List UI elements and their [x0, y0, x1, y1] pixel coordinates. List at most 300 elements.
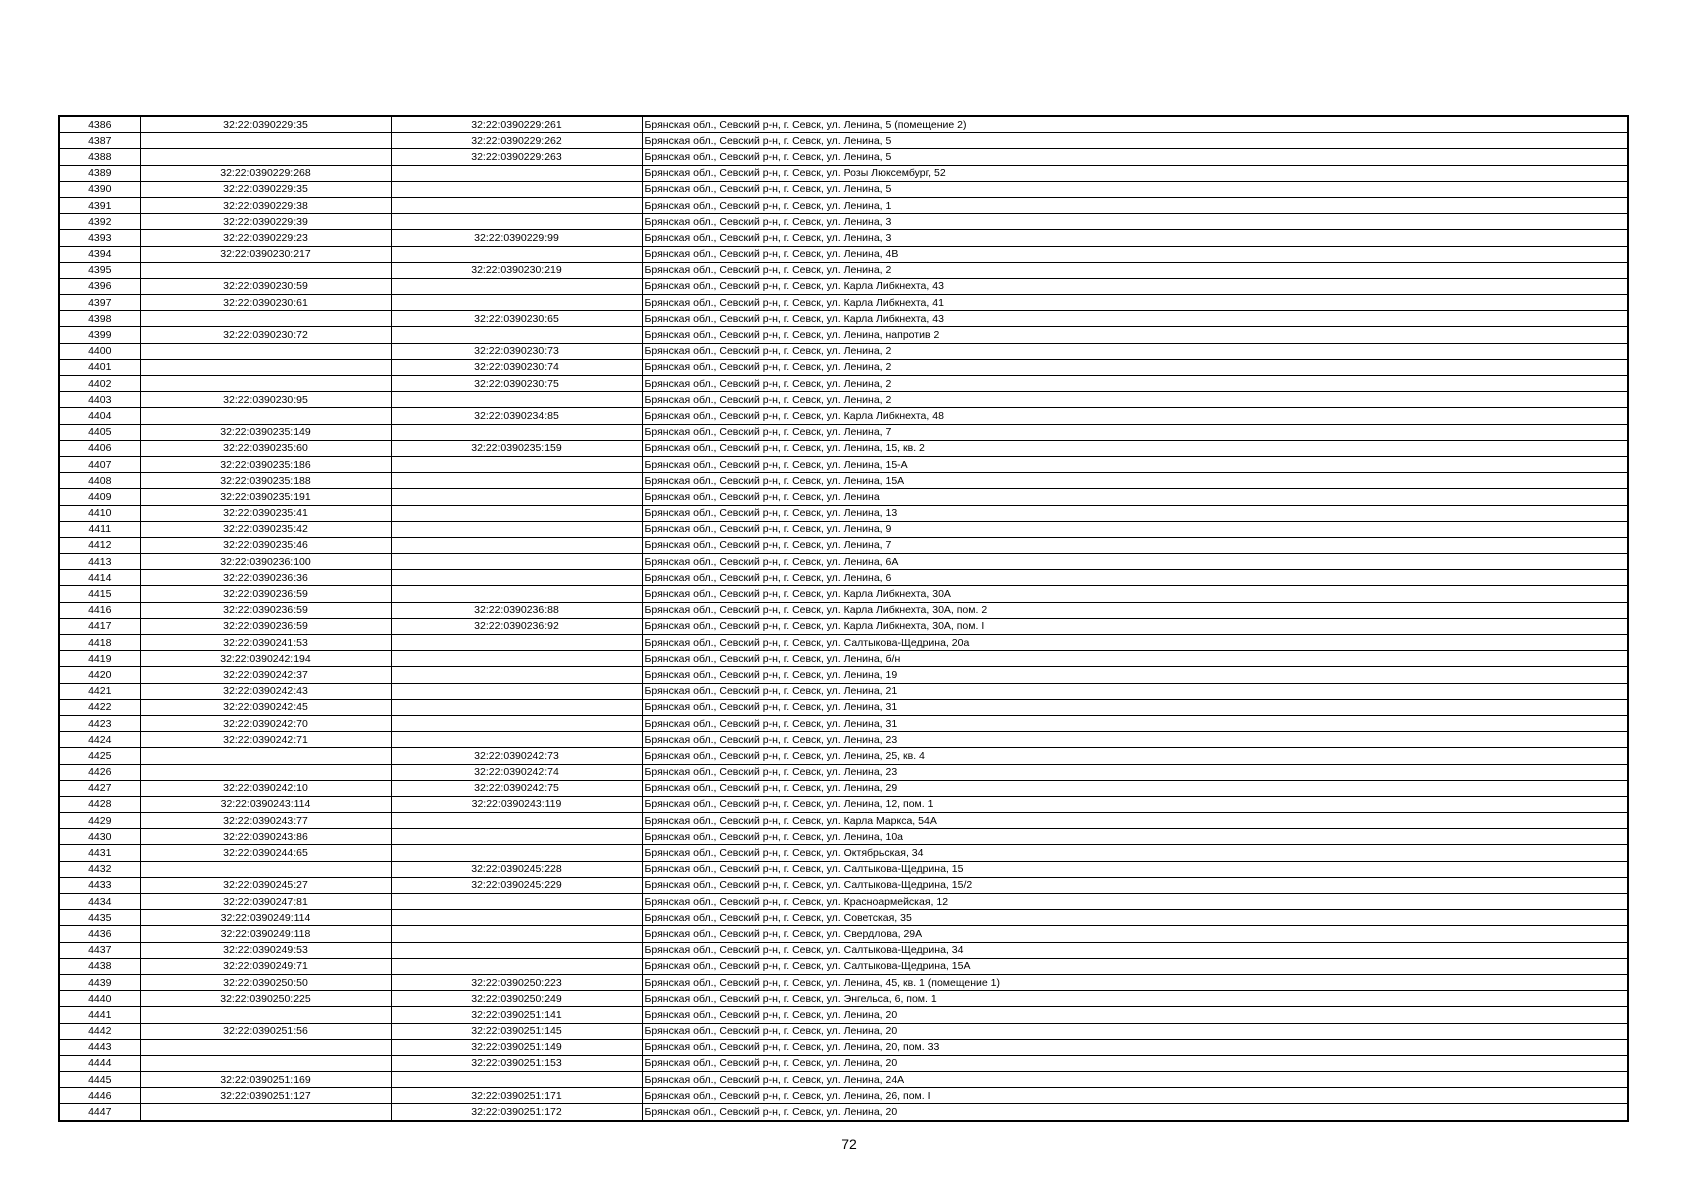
table-row	[59, 845, 1628, 861]
address-cell: Брянская обл., Севский р-н, г. Севск, ул. Ленина, 5 (помещение 2)	[642, 116, 1628, 133]
object-cadastral-number-cell	[391, 392, 642, 408]
row-number-cell: 4395	[59, 262, 140, 278]
row-number-cell: 4387	[59, 133, 140, 149]
object-cadastral-number-cell	[391, 894, 642, 910]
address-cell: Брянская обл., Севский р-н, г. Севск, ул. Свердлова, 29А	[642, 926, 1628, 942]
row-number-cell: 4386	[59, 116, 140, 133]
cadastral-number-cell: 32:22:0390229:23	[140, 230, 391, 246]
row-number-cell: 4428	[59, 796, 140, 812]
row-number-cell: 4423	[59, 715, 140, 731]
address-cell: Брянская обл., Севский р-н, г. Севск, ул. Ленина, 2	[642, 262, 1628, 278]
page-number: 72	[841, 1136, 857, 1152]
object-cadastral-number-cell: 32:22:0390230:65	[391, 311, 642, 327]
row-number-cell: 4388	[59, 149, 140, 165]
cadastral-number-cell: 32:22:0390242:70	[140, 715, 391, 731]
table-row	[59, 715, 1628, 731]
table-row	[59, 440, 1628, 456]
cadastral-number-cell: 32:22:0390235:42	[140, 521, 391, 537]
cadastral-number-cell: 32:22:0390235:46	[140, 537, 391, 553]
cadastral-number-cell: 32:22:0390249:53	[140, 942, 391, 958]
address-cell: Брянская обл., Севский р-н, г. Севск, ул. Карла Либкнехта, 30А, пом. 2	[642, 602, 1628, 618]
table-row	[59, 1072, 1628, 1088]
address-cell: Брянская обл., Севский р-н, г. Севск, ул. Ленина, 24А	[642, 1072, 1628, 1088]
table-row	[59, 278, 1628, 294]
address-cell: Брянская обл., Севский р-н, г. Севск, ул. Ленина, 3	[642, 214, 1628, 230]
cadastral-number-cell	[140, 764, 391, 780]
object-cadastral-number-cell: 32:22:0390230:74	[391, 359, 642, 375]
table-row	[59, 780, 1628, 796]
row-number-cell: 4419	[59, 651, 140, 667]
row-number-cell: 4443	[59, 1039, 140, 1055]
row-number-cell: 4444	[59, 1055, 140, 1071]
table-row	[59, 699, 1628, 715]
table-row	[59, 764, 1628, 780]
address-cell: Брянская обл., Севский р-н, г. Севск, ул. Ленина, 9	[642, 521, 1628, 537]
cadastral-number-cell: 32:22:0390229:35	[140, 116, 391, 133]
cadastral-number-cell: 32:22:0390236:59	[140, 586, 391, 602]
table-row	[59, 861, 1628, 877]
object-cadastral-number-cell	[391, 699, 642, 715]
address-cell: Брянская обл., Севский р-н, г. Севск, ул. Советская, 35	[642, 910, 1628, 926]
row-number-cell: 4389	[59, 165, 140, 181]
object-cadastral-number-cell	[391, 683, 642, 699]
address-cell: Брянская обл., Севский р-н, г. Севск, ул. Карла Либкнехта, 48	[642, 408, 1628, 424]
cadastral-number-cell	[140, 1007, 391, 1023]
cadastral-number-cell	[140, 376, 391, 392]
table-row	[59, 311, 1628, 327]
object-cadastral-number-cell: 32:22:0390245:229	[391, 877, 642, 893]
table-row	[59, 246, 1628, 262]
address-cell: Брянская обл., Севский р-н, г. Севск, ул. Ленина, 29	[642, 780, 1628, 796]
address-cell: Брянская обл., Севский р-н, г. Севск, ул. Салтыкова-Щедрина, 34	[642, 942, 1628, 958]
cadastral-number-cell: 32:22:0390249:71	[140, 958, 391, 974]
row-number-cell: 4433	[59, 877, 140, 893]
row-number-cell: 4445	[59, 1072, 140, 1088]
cadastral-number-cell: 32:22:0390235:186	[140, 456, 391, 472]
object-cadastral-number-cell: 32:22:0390229:262	[391, 133, 642, 149]
object-cadastral-number-cell: 32:22:0390229:99	[391, 230, 642, 246]
object-cadastral-number-cell: 32:22:0390229:263	[391, 149, 642, 165]
cadastral-number-cell	[140, 408, 391, 424]
object-cadastral-number-cell	[391, 910, 642, 926]
row-number-cell: 4401	[59, 359, 140, 375]
cadastral-number-cell: 32:22:0390242:10	[140, 780, 391, 796]
table-row	[59, 521, 1628, 537]
row-number-cell: 4435	[59, 910, 140, 926]
address-cell: Брянская обл., Севский р-н, г. Севск, ул. Ленина, 5	[642, 181, 1628, 197]
table-row	[59, 651, 1628, 667]
table-body	[59, 116, 1628, 1121]
object-cadastral-number-cell	[391, 505, 642, 521]
object-cadastral-number-cell: 32:22:0390235:159	[391, 440, 642, 456]
cadastral-number-cell	[140, 311, 391, 327]
address-cell: Брянская обл., Севский р-н, г. Севск, ул. Ленина, 45, кв. 1 (помещение 1)	[642, 974, 1628, 990]
table-row	[59, 796, 1628, 812]
object-cadastral-number-cell	[391, 165, 642, 181]
object-cadastral-number-cell	[391, 651, 642, 667]
address-cell: Брянская обл., Севский р-н, г. Севск, ул. Салтыкова-Щедрина, 15	[642, 861, 1628, 877]
row-number-cell: 4393	[59, 230, 140, 246]
cadastral-number-cell: 32:22:0390251:169	[140, 1072, 391, 1088]
object-cadastral-number-cell	[391, 829, 642, 845]
row-number-cell: 4391	[59, 197, 140, 213]
address-cell: Брянская обл., Севский р-н, г. Севск, ул. Ленина, 5	[642, 149, 1628, 165]
object-cadastral-number-cell	[391, 489, 642, 505]
address-cell: Брянская обл., Севский р-н, г. Севск, ул. Ленина, 6А	[642, 554, 1628, 570]
object-cadastral-number-cell	[391, 327, 642, 343]
cadastral-number-cell: 32:22:0390242:43	[140, 683, 391, 699]
object-cadastral-number-cell: 32:22:0390245:228	[391, 861, 642, 877]
object-cadastral-number-cell: 32:22:0390251:149	[391, 1039, 642, 1055]
cadastral-number-cell	[140, 1104, 391, 1121]
cadastral-number-cell: 32:22:0390235:41	[140, 505, 391, 521]
object-cadastral-number-cell	[391, 537, 642, 553]
cadastral-number-cell: 32:22:0390242:45	[140, 699, 391, 715]
table-row	[59, 683, 1628, 699]
object-cadastral-number-cell	[391, 424, 642, 440]
table-row	[59, 359, 1628, 375]
object-cadastral-number-cell: 32:22:0390251:153	[391, 1055, 642, 1071]
table-row	[59, 214, 1628, 230]
address-cell: Брянская обл., Севский р-н, г. Севск, ул. Ленина, 20	[642, 1055, 1628, 1071]
row-number-cell: 4427	[59, 780, 140, 796]
address-cell: Брянская обл., Севский р-н, г. Севск, ул. Ленина, 20	[642, 1023, 1628, 1039]
cadastral-number-cell: 32:22:0390243:114	[140, 796, 391, 812]
table-row	[59, 392, 1628, 408]
object-cadastral-number-cell: 32:22:0390251:171	[391, 1088, 642, 1104]
table-row	[59, 505, 1628, 521]
table-row	[59, 554, 1628, 570]
table-row	[59, 489, 1628, 505]
object-cadastral-number-cell	[391, 246, 642, 262]
table-row	[59, 894, 1628, 910]
row-number-cell: 4392	[59, 214, 140, 230]
object-cadastral-number-cell: 32:22:0390230:219	[391, 262, 642, 278]
table-row	[59, 133, 1628, 149]
table-row	[59, 618, 1628, 634]
address-cell: Брянская обл., Севский р-н, г. Севск, ул. Ленина, 5	[642, 133, 1628, 149]
object-cadastral-number-cell	[391, 278, 642, 294]
row-number-cell: 4438	[59, 958, 140, 974]
cadastral-number-cell: 32:22:0390242:194	[140, 651, 391, 667]
object-cadastral-number-cell	[391, 845, 642, 861]
object-cadastral-number-cell	[391, 942, 642, 958]
address-cell: Брянская обл., Севский р-н, г. Севск, ул. Ленина, 25, кв. 4	[642, 748, 1628, 764]
object-cadastral-number-cell	[391, 456, 642, 472]
row-number-cell: 4409	[59, 489, 140, 505]
row-number-cell: 4432	[59, 861, 140, 877]
address-cell: Брянская обл., Севский р-н, г. Севск, ул. Ленина, 31	[642, 699, 1628, 715]
row-number-cell: 4414	[59, 570, 140, 586]
cadastral-number-cell: 32:22:0390229:39	[140, 214, 391, 230]
object-cadastral-number-cell	[391, 813, 642, 829]
address-cell: Брянская обл., Севский р-н, г. Севск, ул. Ленина, 19	[642, 667, 1628, 683]
row-number-cell: 4399	[59, 327, 140, 343]
cadastral-number-cell	[140, 133, 391, 149]
row-number-cell: 4421	[59, 683, 140, 699]
address-cell: Брянская обл., Севский р-н, г. Севск, ул. Энгельса, 6, пом. 1	[642, 991, 1628, 1007]
address-cell: Брянская обл., Севский р-н, г. Севск, ул. Ленина, 15А	[642, 473, 1628, 489]
object-cadastral-number-cell	[391, 473, 642, 489]
address-cell: Брянская обл., Севский р-н, г. Севск, ул. Ленина, напротив 2	[642, 327, 1628, 343]
table-row	[59, 343, 1628, 359]
object-cadastral-number-cell	[391, 554, 642, 570]
cadastral-number-cell	[140, 1055, 391, 1071]
object-cadastral-number-cell: 32:22:0390229:261	[391, 116, 642, 133]
object-cadastral-number-cell: 32:22:0390230:73	[391, 343, 642, 359]
row-number-cell: 4410	[59, 505, 140, 521]
row-number-cell: 4417	[59, 618, 140, 634]
table-row	[59, 181, 1628, 197]
row-number-cell: 4439	[59, 974, 140, 990]
object-cadastral-number-cell: 32:22:0390243:119	[391, 796, 642, 812]
cadastral-number-cell: 32:22:0390242:71	[140, 732, 391, 748]
object-cadastral-number-cell	[391, 635, 642, 651]
table-row	[59, 1039, 1628, 1055]
row-number-cell: 4446	[59, 1088, 140, 1104]
address-cell: Брянская обл., Севский р-н, г. Севск, ул. Карла Либкнехта, 43	[642, 311, 1628, 327]
address-cell: Брянская обл., Севский р-н, г. Севск, ул. Ленина, 13	[642, 505, 1628, 521]
table-row	[59, 456, 1628, 472]
address-cell: Брянская обл., Севский р-н, г. Севск, ул. Ленина, 4В	[642, 246, 1628, 262]
row-number-cell: 4394	[59, 246, 140, 262]
object-cadastral-number-cell: 32:22:0390242:73	[391, 748, 642, 764]
object-cadastral-number-cell: 32:22:0390251:141	[391, 1007, 642, 1023]
object-cadastral-number-cell	[391, 958, 642, 974]
object-cadastral-number-cell	[391, 926, 642, 942]
cadastral-number-cell	[140, 149, 391, 165]
cadastral-number-cell: 32:22:0390236:100	[140, 554, 391, 570]
table-row	[59, 295, 1628, 311]
table-row	[59, 376, 1628, 392]
cadastral-number-cell: 32:22:0390230:217	[140, 246, 391, 262]
cadastral-number-cell: 32:22:0390245:27	[140, 877, 391, 893]
row-number-cell: 4440	[59, 991, 140, 1007]
table-row	[59, 732, 1628, 748]
cadastral-number-cell: 32:22:0390235:149	[140, 424, 391, 440]
address-cell: Брянская обл., Севский р-н, г. Севск, ул. Ленина, 15-А	[642, 456, 1628, 472]
object-cadastral-number-cell	[391, 214, 642, 230]
table-row	[59, 942, 1628, 958]
object-cadastral-number-cell: 32:22:0390234:85	[391, 408, 642, 424]
address-cell: Брянская обл., Севский р-н, г. Севск, ул. Ленина, 2	[642, 376, 1628, 392]
cadastral-number-cell: 32:22:0390229:38	[140, 197, 391, 213]
row-number-cell: 4437	[59, 942, 140, 958]
cadastral-number-cell: 32:22:0390236:59	[140, 618, 391, 634]
cadastral-number-cell: 32:22:0390230:61	[140, 295, 391, 311]
address-cell: Брянская обл., Севский р-н, г. Севск, ул. Карла Маркса, 54А	[642, 813, 1628, 829]
cadastral-number-cell: 32:22:0390244:65	[140, 845, 391, 861]
table-row	[59, 327, 1628, 343]
row-number-cell: 4400	[59, 343, 140, 359]
table-row	[59, 116, 1628, 133]
row-number-cell: 4390	[59, 181, 140, 197]
cadastral-number-cell: 32:22:0390235:60	[140, 440, 391, 456]
table-row	[59, 1023, 1628, 1039]
cadastral-number-cell: 32:22:0390251:56	[140, 1023, 391, 1039]
table-row	[59, 910, 1628, 926]
table-row	[59, 1055, 1628, 1071]
cadastral-number-cell: 32:22:0390235:191	[140, 489, 391, 505]
cadastral-number-cell: 32:22:0390249:118	[140, 926, 391, 942]
cadastral-number-cell: 32:22:0390243:86	[140, 829, 391, 845]
address-cell: Брянская обл., Севский р-н, г. Севск, ул. Ленина	[642, 489, 1628, 505]
object-cadastral-number-cell: 32:22:0390251:172	[391, 1104, 642, 1121]
cadastral-number-cell: 32:22:0390242:37	[140, 667, 391, 683]
address-cell: Брянская обл., Севский р-н, г. Севск, ул. Ленина, 2	[642, 343, 1628, 359]
row-number-cell: 4398	[59, 311, 140, 327]
object-cadastral-number-cell: 32:22:0390251:145	[391, 1023, 642, 1039]
table-row	[59, 748, 1628, 764]
object-cadastral-number-cell	[391, 715, 642, 731]
address-cell: Брянская обл., Севский р-н, г. Севск, ул. Ленина, 2	[642, 392, 1628, 408]
address-cell: Брянская обл., Севский р-н, г. Севск, ул. Ленина, 23	[642, 764, 1628, 780]
row-number-cell: 4442	[59, 1023, 140, 1039]
row-number-cell: 4424	[59, 732, 140, 748]
row-number-cell: 4411	[59, 521, 140, 537]
row-number-cell: 4415	[59, 586, 140, 602]
address-cell: Брянская обл., Севский р-н, г. Севск, ул. Ленина, 26, пом. I	[642, 1088, 1628, 1104]
cadastral-number-cell: 32:22:0390236:59	[140, 602, 391, 618]
cadastral-number-cell: 32:22:0390241:53	[140, 635, 391, 651]
table-row	[59, 262, 1628, 278]
property-register-table	[58, 115, 1629, 1122]
address-cell: Брянская обл., Севский р-н, г. Севск, ул. Ленина, 20, пом. 33	[642, 1039, 1628, 1055]
table-row	[59, 1007, 1628, 1023]
object-cadastral-number-cell: 32:22:0390242:74	[391, 764, 642, 780]
row-number-cell: 4426	[59, 764, 140, 780]
address-cell: Брянская обл., Севский р-н, г. Севск, ул. Ленина, 1	[642, 197, 1628, 213]
row-number-cell: 4397	[59, 295, 140, 311]
address-cell: Брянская обл., Севский р-н, г. Севск, ул. Карла Либкнехта, 30А	[642, 586, 1628, 602]
address-cell: Брянская обл., Севский р-н, г. Севск, ул. Карла Либкнехта, 30А, пом. I	[642, 618, 1628, 634]
row-number-cell: 4422	[59, 699, 140, 715]
table-row	[59, 602, 1628, 618]
row-number-cell: 4447	[59, 1104, 140, 1121]
table-row	[59, 991, 1628, 1007]
address-cell: Брянская обл., Севский р-н, г. Севск, ул. Салтыкова-Щедрина, 20а	[642, 635, 1628, 651]
cadastral-number-cell: 32:22:0390250:50	[140, 974, 391, 990]
address-cell: Брянская обл., Севский р-н, г. Севск, ул. Ленина, 20	[642, 1007, 1628, 1023]
table-row	[59, 537, 1628, 553]
table-row	[59, 877, 1628, 893]
object-cadastral-number-cell	[391, 570, 642, 586]
object-cadastral-number-cell: 32:22:0390236:92	[391, 618, 642, 634]
cadastral-number-cell	[140, 262, 391, 278]
address-cell: Брянская обл., Севский р-н, г. Севск, ул. Салтыкова-Щедрина, 15/2	[642, 877, 1628, 893]
cadastral-number-cell: 32:22:0390250:225	[140, 991, 391, 1007]
table-row	[59, 1104, 1628, 1121]
row-number-cell: 4434	[59, 894, 140, 910]
row-number-cell: 4430	[59, 829, 140, 845]
address-cell: Брянская обл., Севский р-н, г. Севск, ул. Ленина, 6	[642, 570, 1628, 586]
address-cell: Брянская обл., Севский р-н, г. Севск, ул. Ленина, 2	[642, 359, 1628, 375]
row-number-cell: 4441	[59, 1007, 140, 1023]
cadastral-number-cell	[140, 748, 391, 764]
address-cell: Брянская обл., Севский р-н, г. Севск, ул. Карла Либкнехта, 43	[642, 278, 1628, 294]
address-cell: Брянская обл., Севский р-н, г. Севск, ул. Ленина, 20	[642, 1104, 1628, 1121]
cadastral-number-cell: 32:22:0390247:81	[140, 894, 391, 910]
cadastral-number-cell	[140, 1039, 391, 1055]
row-number-cell: 4416	[59, 602, 140, 618]
address-cell: Брянская обл., Севский р-н, г. Севск, ул. Ленина, 12, пом. 1	[642, 796, 1628, 812]
row-number-cell: 4405	[59, 424, 140, 440]
row-number-cell: 4412	[59, 537, 140, 553]
table-row	[59, 149, 1628, 165]
address-cell: Брянская обл., Севский р-н, г. Севск, ул. Ленина, 21	[642, 683, 1628, 699]
cadastral-number-cell	[140, 861, 391, 877]
object-cadastral-number-cell	[391, 586, 642, 602]
row-number-cell: 4402	[59, 376, 140, 392]
table-row	[59, 197, 1628, 213]
cadastral-number-cell: 32:22:0390235:188	[140, 473, 391, 489]
address-cell: Брянская обл., Севский р-н, г. Севск, ул. Ленина, 23	[642, 732, 1628, 748]
cadastral-number-cell: 32:22:0390249:114	[140, 910, 391, 926]
row-number-cell: 4436	[59, 926, 140, 942]
table-row	[59, 667, 1628, 683]
table-row	[59, 230, 1628, 246]
address-cell: Брянская обл., Севский р-н, г. Севск, ул. Розы Люксембург, 52	[642, 165, 1628, 181]
row-number-cell: 4396	[59, 278, 140, 294]
row-number-cell: 4413	[59, 554, 140, 570]
table-row	[59, 570, 1628, 586]
table-row	[59, 635, 1628, 651]
address-cell: Брянская обл., Севский р-н, г. Севск, ул. Красноармейская, 12	[642, 894, 1628, 910]
table-row	[59, 958, 1628, 974]
table-row	[59, 1088, 1628, 1104]
object-cadastral-number-cell: 32:22:0390250:249	[391, 991, 642, 1007]
address-cell: Брянская обл., Севский р-н, г. Севск, ул. Ленина, 15, кв. 2	[642, 440, 1628, 456]
address-cell: Брянская обл., Севский р-н, г. Севск, ул. Салтыкова-Щедрина, 15А	[642, 958, 1628, 974]
object-cadastral-number-cell	[391, 181, 642, 197]
row-number-cell: 4420	[59, 667, 140, 683]
object-cadastral-number-cell	[391, 197, 642, 213]
table-row	[59, 813, 1628, 829]
row-number-cell: 4404	[59, 408, 140, 424]
row-number-cell: 4425	[59, 748, 140, 764]
row-number-cell: 4429	[59, 813, 140, 829]
cadastral-number-cell: 32:22:0390230:72	[140, 327, 391, 343]
address-cell: Брянская обл., Севский р-н, г. Севск, ул. Октябрьская, 34	[642, 845, 1628, 861]
table-row	[59, 829, 1628, 845]
address-cell: Брянская обл., Севский р-н, г. Севск, ул. Ленина, 7	[642, 424, 1628, 440]
table-row	[59, 424, 1628, 440]
row-number-cell: 4407	[59, 456, 140, 472]
table-row	[59, 165, 1628, 181]
object-cadastral-number-cell: 32:22:0390242:75	[391, 780, 642, 796]
table-row	[59, 473, 1628, 489]
cadastral-number-cell: 32:22:0390230:59	[140, 278, 391, 294]
cadastral-number-cell	[140, 359, 391, 375]
address-cell: Брянская обл., Севский р-н, г. Севск, ул. Ленина, б/н	[642, 651, 1628, 667]
address-cell: Брянская обл., Севский р-н, г. Севск, ул. Ленина, 7	[642, 537, 1628, 553]
object-cadastral-number-cell	[391, 521, 642, 537]
object-cadastral-number-cell: 32:22:0390236:88	[391, 602, 642, 618]
address-cell: Брянская обл., Севский р-н, г. Севск, ул. Ленина, 10а	[642, 829, 1628, 845]
object-cadastral-number-cell: 32:22:0390230:75	[391, 376, 642, 392]
row-number-cell: 4408	[59, 473, 140, 489]
object-cadastral-number-cell	[391, 732, 642, 748]
row-number-cell: 4418	[59, 635, 140, 651]
object-cadastral-number-cell	[391, 295, 642, 311]
row-number-cell: 4406	[59, 440, 140, 456]
cadastral-number-cell: 32:22:0390230:95	[140, 392, 391, 408]
object-cadastral-number-cell: 32:22:0390250:223	[391, 974, 642, 990]
cadastral-number-cell: 32:22:0390251:127	[140, 1088, 391, 1104]
table-row	[59, 974, 1628, 990]
cadastral-number-cell: 32:22:0390243:77	[140, 813, 391, 829]
object-cadastral-number-cell	[391, 667, 642, 683]
